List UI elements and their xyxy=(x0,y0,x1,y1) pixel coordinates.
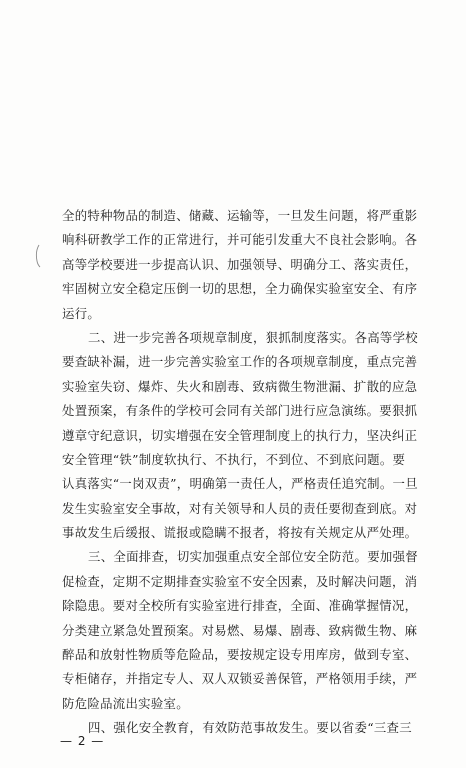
text-line: 除隐患。要对全校所有实验室进行排查，全面、准确掌握情况， xyxy=(62,598,418,614)
text-line: 发生实验室安全事故，对有关领导和人员的责任要彻查到底。对 xyxy=(62,500,418,516)
page-number: — 2 — xyxy=(60,734,105,748)
text-line: 全的特种物品的制造、储藏、运输等，一旦发生问题，将严重影 xyxy=(62,208,418,223)
text-line: 专柜储存，并指定专人、双人双锁妥善保管，严格领用手续，严 xyxy=(62,671,418,687)
text-line: 牢固树立安全稳定压倒一切的思想，全力确保实验室安全、有序 xyxy=(62,281,418,297)
margin-pencil-mark xyxy=(34,244,42,268)
text-line: 事故发生后缓报、谎报或隐瞒不报者，将按有关规定从严处理。 xyxy=(62,525,418,541)
text-line: 要查缺补漏，进一步完善实验室工作的各项规章制度，重点完善 xyxy=(62,354,418,370)
text-line: 响科研教学工作的正常进行，并可能引发重大不良社会影响。各 xyxy=(62,232,418,248)
text-line: 四、强化安全教育，有效防范事故发生。要以省委“三查三 xyxy=(88,720,412,736)
text-line: 处置预案，有条件的学校可会同有关部门进行应急演练。要狠抓 xyxy=(62,403,418,419)
text-line: 遵章守纪意识，切实增强在安全管理制度上的执行力，坚决纠正 xyxy=(62,427,418,443)
body-text xyxy=(62,204,418,741)
text-line: 分类建立紧急处置预案。对易燃、易爆、剧毒、致病微生物、麻 xyxy=(62,622,418,638)
text-line: 安全管理“铁”制度软执行、不执行，不到位、不到底问题。要 xyxy=(62,451,406,467)
text-line: 防危险品流出实验室。 xyxy=(62,695,189,711)
text-line: 二、进一步完善各项规章制度，狠抓制度落实。各高等学校 xyxy=(88,329,418,345)
text-line: 实验室失窃、爆炸、失火和剧毒、致病微生物泄漏、扩散的应急 xyxy=(62,378,418,394)
text-line: 高等学校要进一步提高认识、加强领导、明确分工、落实责任， xyxy=(62,256,418,272)
text-line: 醉品和放射性物质等危险品，要按规定设专用库房，做到专室、 xyxy=(62,647,418,663)
text-line: 运行。 xyxy=(62,305,101,321)
text-line: 认真落实“一岗双责”，明确第一责任人，严格责任追究制。一旦 xyxy=(62,476,418,492)
text-line: 促检查，定期不定期排查实验室不安全因素，及时解决问题，消 xyxy=(62,573,418,589)
text-line: 三、全面排查，切实加强重点安全部位安全防范。要加强督 xyxy=(88,549,418,565)
